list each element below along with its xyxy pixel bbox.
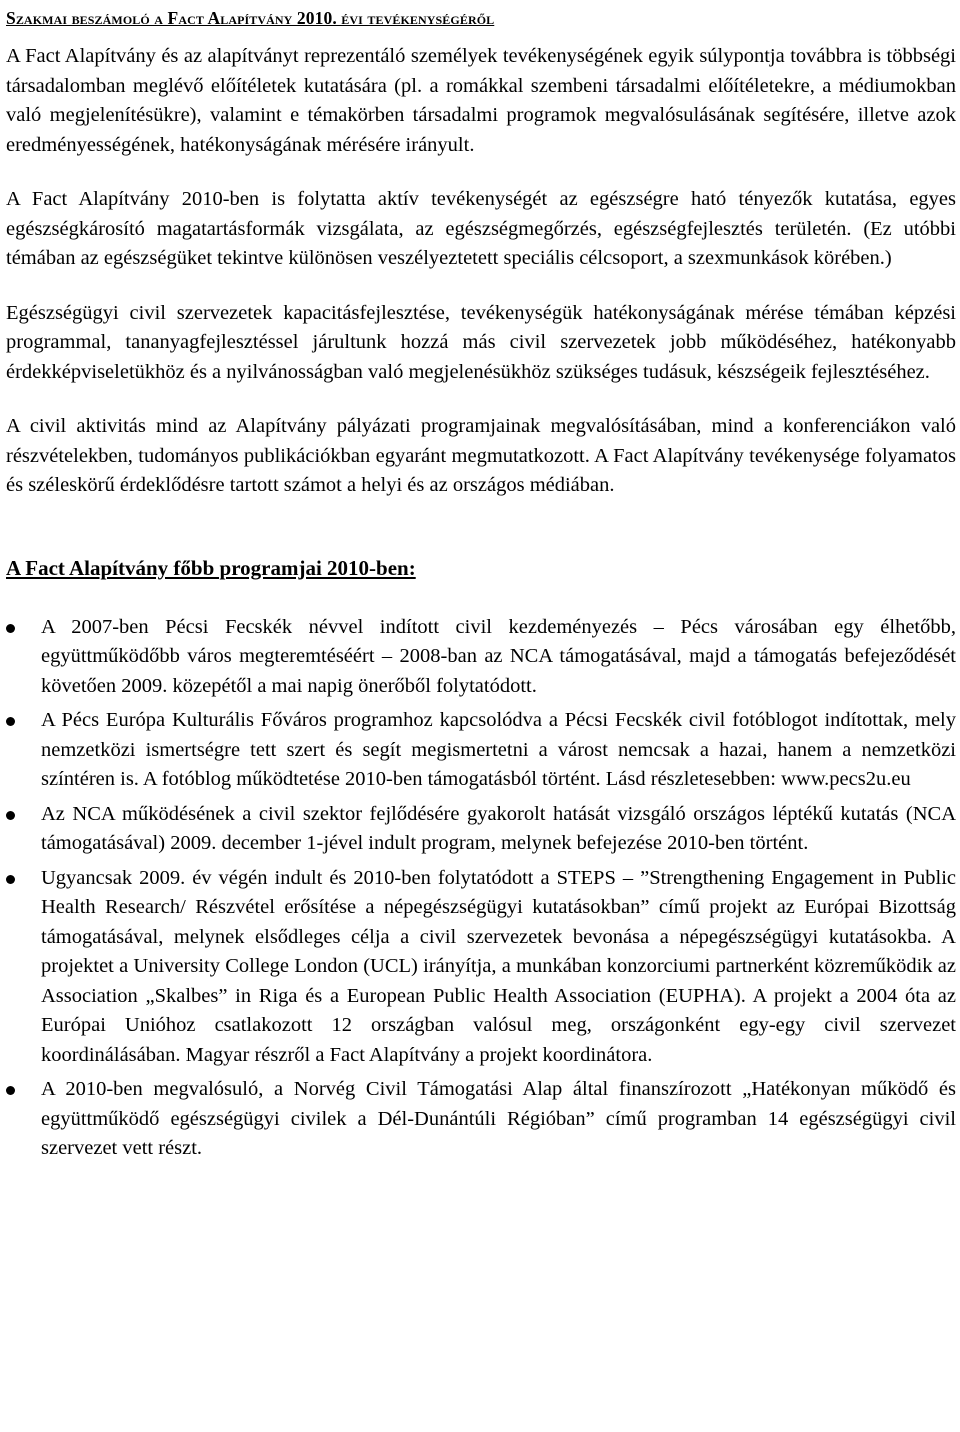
health-paragraph: A Fact Alapítvány 2010-ben is folytatta aktív tevékenységét az egészségre ható tényezők kutatása, egyes egészségkárosító magatartásformák vizsgálata, az egészségmegőrzés, egészségfejlesztés területén. (Ez utóbbi témában az egészségüket tekintve különösen veszélyeztetett speciális célcsoport, a szexmunkások körében.): [6, 188, 956, 269]
program-text: A Pécs Európa Kulturális Főváros programhoz kapcsolódva a Pécsi Fecskék civil fotóblogot indítottak, mely nemzetközi ismertségre tett szert és segít megismertetni a várost nemcsak a hazai, hanem a nemzetközi színtéren is. A fotóblog működtetése 2010-ben támogatásból történt. Lásd részletesebben: www.pecs2u.eu: [41, 709, 956, 790]
list-item: [6, 706, 956, 795]
program-text: A 2010-ben megvalósuló, a Norvég Civil Támogatási Alap által finanszírozott „Hatékonyan működő és együttműködő egészségügyi civilek a Dél-Dunántúli Régióban” című programban 14 egészségügyi civil szervezet vett részt.: [41, 1078, 956, 1159]
programs-list: [6, 613, 956, 1164]
program-text: Ugyancsak 2009. év végén indult és 2010-ben folytatódott a STEPS – ”Strengthening Engagement in Public Health Research/ Részvétel erősítése a népegészségügyi kutatásokban” című projekt az Európai Bizottság támogatásával, melynek elsődleges célja a civil szervezetek bevonása a népegészségügyi kutatásokba. A projektet a University College London (UCL) irányítja, a munkában konzorciumi partnerként közreműködik az Association „Skalbes” in Riga és a European Public Health Association (EUPHA). A projekt a 2004 óta az Európai Unióhoz csatlakozott 12 országban valósul meg, országonként egy-egy civil szervezet koordinálásában. Magyar részről a Fact Alapítvány a projekt koordinátora.: [41, 866, 956, 1066]
list-item: [6, 800, 956, 859]
program-text: Az NCA működésének a civil szektor fejlődésére gyakorolt hatását vizsgáló országos léptékű kutatás (NCA támogatásával) 2009. december 1-jével indult program, melynek befejezése 2010-ben történt.: [41, 802, 956, 854]
intro-paragraph: A Fact Alapítvány és az alapítványt reprezentáló személyek tevékenységének egyik súlypontja továbbra is többségi társadalomban meglévő előítéletek kutatására (pl. a romákkal szembeni társadalmi előítéletekre, a médiumokban való megjelenítésükre), valamint e témakörben társadalmi programok megvalósulásának segítésére, illetve azok eredményességének, hatékonyságának mérésére irányult.: [6, 45, 956, 156]
bullet-icon: [6, 811, 15, 820]
document-title: Szakmai beszámoló a Fact Alapítvány 2010. évi tevékenységéről: [6, 8, 495, 28]
bullet-icon: [6, 624, 15, 633]
programs-heading: A Fact Alapítvány főbb programjai 2010-ben:: [6, 555, 416, 580]
list-item: [6, 864, 956, 1071]
capacity-paragraph: Egészségügyi civil szervezetek kapacitásfejlesztése, tevékenységük hatékonyságának mérése témában képzési programmal, tananyagfejlesztéssel járultunk hozzá más civil szervezetek jobb működéséhez, hatékonyabb érdekképviseletükhöz és a nyilvánosságban való megjelenésükhöz szükséges tudásuk, készségeik fejlesztéséhez.: [6, 301, 956, 383]
list-item: [6, 613, 956, 702]
civil-activity-paragraph: A civil aktivitás mind az Alapítvány pályázati programjainak megvalósításában, mind a konferenciákon való részvételekben, tudományos publikációkban egyaránt megmutatkozott. A Fact Alapítvány tevékenysége folyamatos és széleskörű érdeklődésre tartott számot a helyi és az országos médiában.: [6, 415, 956, 496]
program-text: A 2007-ben Pécsi Fecskék névvel indított civil kezdeményezés – Pécs városában egy élhetőbb, együttműködőbb város megteremtéséért – 2008-ban az NCA támogatásával, majd a támogatás befejeződését követően 2009. közepétől a mai napig önerőből folytatódott.: [41, 615, 956, 697]
bullet-icon: [6, 875, 15, 884]
list-item: [6, 1075, 956, 1164]
bullet-icon: [6, 1086, 15, 1095]
document-page: [6, 0, 956, 1164]
bullet-icon: [6, 717, 15, 726]
